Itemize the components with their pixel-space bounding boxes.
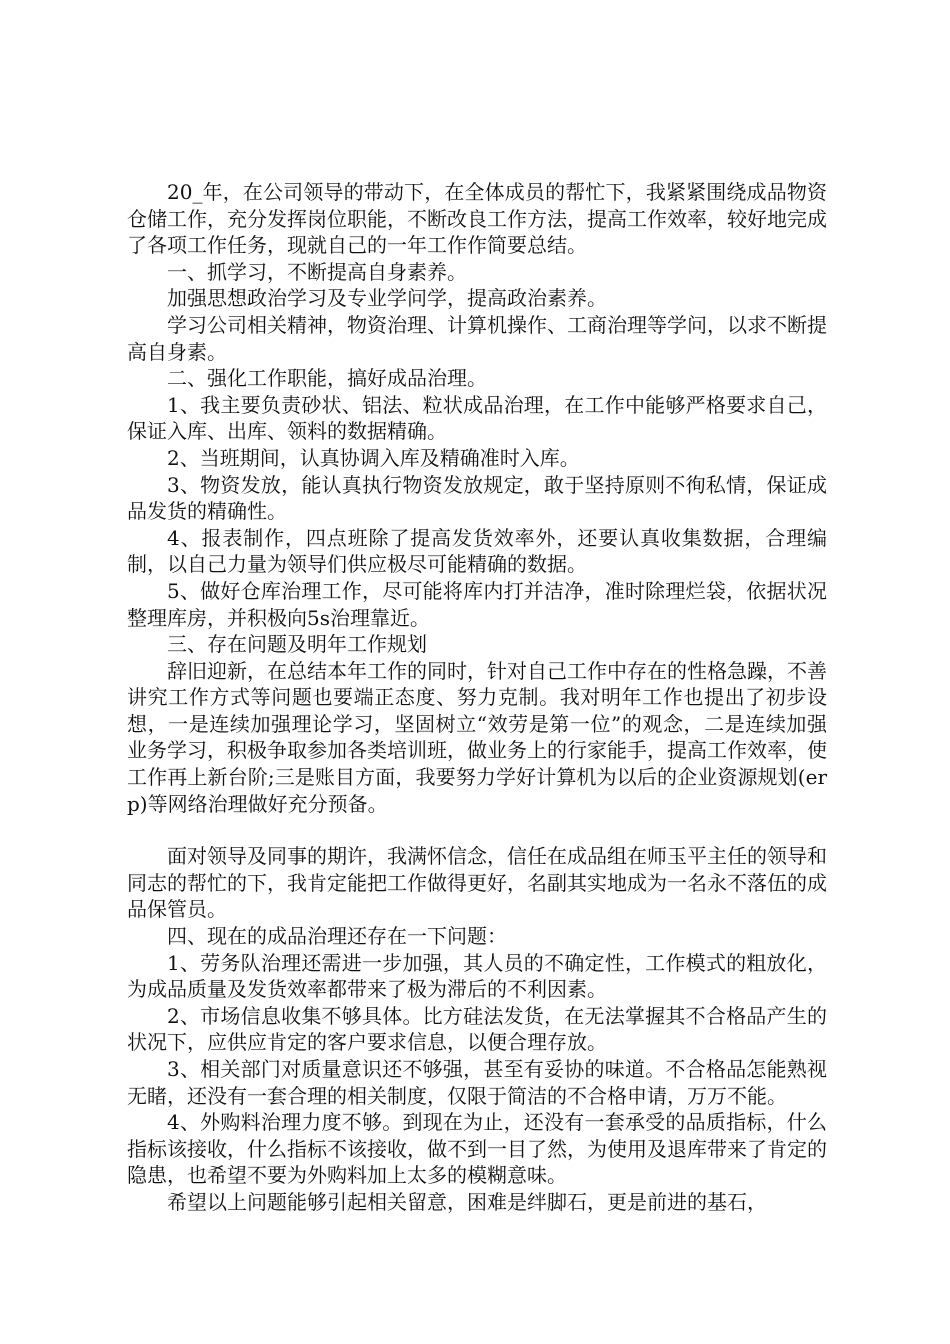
list-item: 2、当班期间，认真协调入库及精确准时入库。 [167,445,580,470]
list-item: 1、劳务队治理还需进一步加强，其人员的不确定性，工作模式的粗放化，为成品质量及发货效率都带来了极为滞后的不利因素。 [127,950,827,1002]
list-item: 3、物资发放，能认真执行物资发放规定，敢于坚持原则不徇私情，保证成品发货的精确性。 [127,472,827,524]
list-item: 4、外购料治理力度不够。到现在为止，还没有一套承受的品质指标，什么指标该接收，什么指标不该接收，做不到一目了然，为使用及退库带来了肯定的隐患，也希望不要为外购料加上太多的模糊意味。 [127,1110,827,1188]
list-item: 5、做好仓库治理工作，尽可能将库内打并洁净，准时除理烂袋，依据状况整理库房，并积极向5s治理靠近。 [127,578,827,630]
paragraph-closing: 希望以上问题能够引起相关留意，困难是绊脚石，更是前进的基石， [167,1189,767,1214]
paragraph-spacer [127,817,827,843]
list-item: 3、相关部门对质量意识还不够强，甚至有妥协的味道。不合格品怎能熟视无睹，还没有一套合理的相关制度，仅限于简洁的不合格申请，万万不能。 [127,1057,827,1108]
heading-section-3: 三、存在问题及明年工作规划 [167,632,427,657]
paragraph-intro: 20_年，在公司领导的带动下，在全体成员的帮忙下，我紧紧围绕成品物资仓储工作，充分发挥岗位职能，不断改良工作方法，提高工作效率，较好地完成了各项工作任务，现就自己的一年工作作简要总结。 [127,180,827,258]
paragraph: 面对领导及同事的期许，我满怀信念，信任在成品组在师玉平主任的领导和同志的帮忙的下，我肯定能把工作做得更好，名副其实地成为一名永不落伍的成品保管员。 [127,844,827,922]
paragraph: 学习公司相关精神，物资治理、计算机操作、工商治理等学问，以求不断提高自身素。 [127,312,827,364]
paragraph: 加强思想政治学习及专业学问学，提高政治素养。 [167,286,607,311]
list-item: 2、市场信息收集不够具体。比方硅法发货，在无法掌握其不合格品产生的状况下，应供应肯定的客户要求信息，以便合理存放。 [127,1003,827,1055]
heading-section-4: 四、现在的成品治理还存在一下问题： [167,924,507,949]
list-item: 1、我主要负责砂状、铝法、粒状成品治理，在工作中能够严格要求自己，保证入库、出库、领料的数据精确。 [127,392,827,444]
document-page [127,179,827,1216]
paragraph: 辞旧迎新，在总结本年工作的同时，针对自己工作中存在的性格急躁，不善讲究工作方式等问题也要端正态度、努力克制。我对明年工作也提出了初步设想，一是连续加强理论学习，坚固树立“效劳是第一位”的观念，二是连续加强业务学习，积极争取参加各类培训班，做业务上的行家能手，提高工作效率，使工作再上新台阶;三是账目方面，我要努力学好计算机为以后的企业资源规划(erp)等网络治理做好充分预备。 [127,658,827,816]
heading-section-1: 一、抓学习，不断提高自身素养。 [167,259,467,284]
list-item: 4、报表制作，四点班除了提高发货效率外，还要认真收集数据，合理编制，以自己力量为领导们供应极尽可能精确的数据。 [127,525,827,577]
heading-section-2: 二、强化工作职能，搞好成品治理。 [167,366,487,391]
